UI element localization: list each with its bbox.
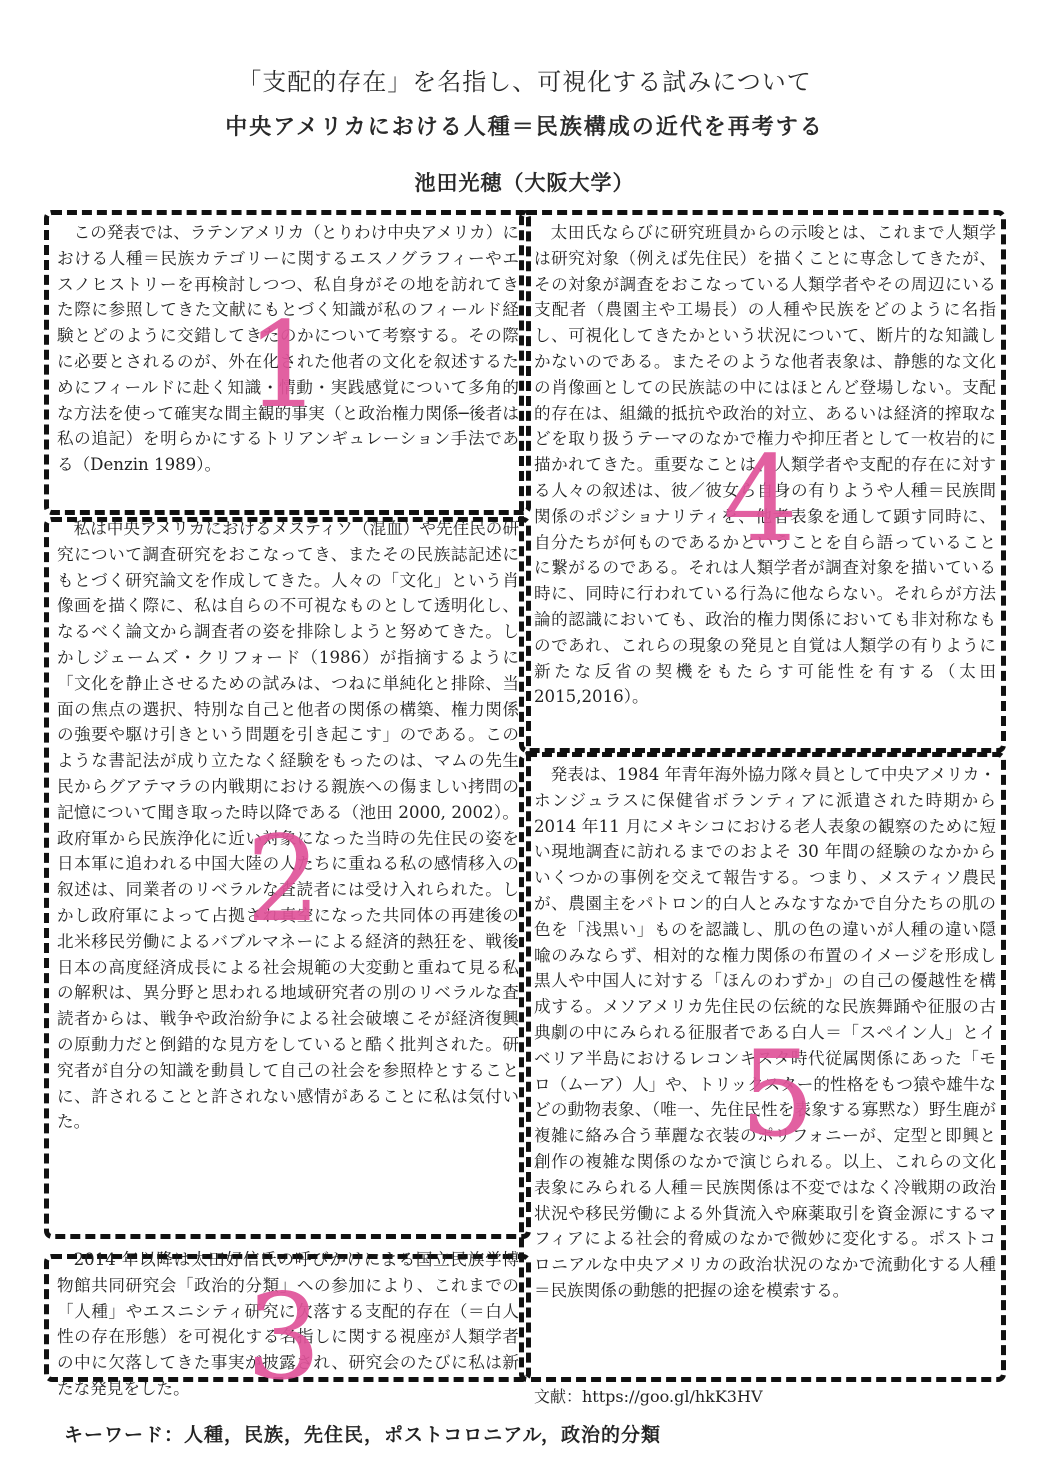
section-5-text: 発表は、1984 年青年海外協力隊々員として中央アメリカ・ホンジュラスに保健省ボランティアに派遣された時期から2014 年11 月にメキシコにおける老人表象の観察のために短い現地調査に訪れるまでのおよそ 30 年間の経験のなかからいくつかの事例を交えて報告する。つまり、メスティソ農民が、農園主をパトロン的白人とみなすなかで自分たちの肌の色を「浅黒い」ものを認識し、肌の色の違いが人種の違い隠喩のみならず、相対的な権力関係の布置のイメージを形成し黒人や中国人に対する「ほんのわずか」の自己の優越性を構成する。メソアメリカ先住民の伝統的な民族舞踊や征服の古典劇の中にみられる征服者である白人＝「スペイン人」とイベリア半島におけるレコンキスタ時代従属関係にあった「モロ（ムーア）人」や、トリックスター的性格をもつ猿や雄牛などの動物表象、（唯一、先住民性を表象する寡黙な）野生鹿が複雑に絡み合う華麗な衣装のポリフォニーが、定型と即興と創作の複雑な関係のなかで演じられる。以上、これらの文化表象にみられる人種＝民族関係は不変ではなく冷戦期の政治状況や移民労働による外貨流入や麻薬取引を資金源にするマフィアによる社会的脅威のなかで微妙に変化する。ポストコロニアルな中央アメリカの政治状況のなかで流動化する人種＝民族関係の動態的把握の途を模索する。	[534, 765, 996, 1300]
section-4-number: 4	[723, 430, 799, 568]
section-3-number: 3	[246, 1268, 322, 1406]
keywords-line: キーワード：人種，民族，先住民，ポストコロニアル，政治的分類	[64, 1424, 661, 1446]
page-subtitle: 中央アメリカにおける人種＝民族構成の近代を再考する	[225, 115, 824, 140]
section-5-number: 5	[740, 1025, 816, 1163]
section-2-text: 私は中央アメリカにおけるメスティソ（混血）や先住民の研究について調査研究をおこなってき、またその民族誌記述にもとづく研究論文を作成してきた。人々の「文化」という肖像画を描く際に、私は自らの不可視なものとして透明化し、なるべく論文から調査者の姿を排除しようと努めてきた。しかしジェームズ・クリフォード（1986）が指摘するように「文化を静止させるための試みは、つねに単純化と排除、当面の焦点の選択、特別な自己と他者の関係の構築、権力関係の強要や駆け引きという問題を引き起こす」のである。このような書記法が成り立たなく経験をもったのは、マムの先生民からグアテマラの内戦期における親族への傷ましい拷問の記憶について聞き取った時以降である（池田 2000, 2002）。政府軍から民族浄化に近い対象になった当時の先住民の姿を日本軍に追われる中国大陸の人たちに重ねる私の感情移入の叙述は、同業者のリベラルな査読者には受け入れられた。しかし政府軍によって占拠され真空になった共同体の再建後の北米移民労働によるバブルマネーによる経済的熱狂を、戦後日本の高度経済成長による社会規範の大変動と重ねて見る私の解釈は、異分野と思われる地域研究者の別のリベラルな査読者からは、戦争や政治紛争による社会破壊こそが経済復興の原動力だと倒錯的な見方をしていると酷く批判された。研究者が自分の知識を動員して自己の社会を参照枠とすることに、許されることと許されない感情があることに私は気付いた。	[57, 519, 519, 1132]
section-1-number: 1	[246, 296, 322, 434]
author-line: 池田光穂（大阪大学）	[414, 171, 635, 195]
section-2-number: 2	[246, 810, 322, 948]
section-1-text: この発表では、ラテンアメリカ（とりわけ中央アメリカ）における人種＝民族カテゴリーに関するエスノグラフィーやエスノヒストリーを再検討しつつ、私自身がその地を訪れてきた際に参照してきた文献にもとづく知識が私のフィールド経験とどのように交錯してきたのかについて考察する。その際に必要とされるのが、外在化された他者の文化を叙述するためにフィールドに赴く知識・情動・実践感覚について多角的な方法を使って確実な間主観的事実（と政治権力関係─後者は私の追記）を明らかにするトリアンギュレーション手法である（Denzin 1989）。	[57, 223, 519, 475]
section-4-text: 太田氏ならびに研究班員からの示唆とは、これまで人類学は研究対象（例えば先住民）を描くことに専念してきたが、その対象が調査をおこなっている人類学者やその周辺にいる支配者（農園主や工場長）の人種や民族をどのように名指し、可視化してきたかという状況について、断片的な知識しかないのである。またそのような他者表象は、静態的な文化の肖像画としての民族誌の中にはほとんど登場しない。支配的存在は、組織的抵抗や政治的対立、あるいは経済的搾取などを取り扱うテーマのなかで権力や抑圧者として一枚岩的に描かれてきた。重要なことは、人類学者や支配的存在に対する人々の叙述は、彼／彼女ら自身の有りようや人種＝民族間関係のポジショナリティを、他者表象を通して顕す同時に、自分たちが何ものであるかということを自ら語っていることに繋がるのである。それは人類学者が調査対象を描いている時に、同時に行われている行為に他ならない。それらが方法論的認識においても、政治的権力関係においても非対称なものであれ、これらの現象の発見と自覚は人類学の有りように新たな反省の契機をもたらす可能性を有する（太田 2015,2016）。	[534, 223, 996, 707]
references-link[interactable]: 文献：https://goo.gl/hkK3HV	[534, 1387, 763, 1406]
page-title: 「支配的存在」を名指し、可視化する試みについて	[237, 68, 812, 96]
section-3-text: 2014 年以降は太田好信氏の呼びかけによる国立民族学博物館共同研究会「政治的分類」への参加により、これまでの「人種」やエスニシティ研究に欠落する支配的存在（＝白人性の存在形態）を可視化する名指しに関する視座が人類学者の中に欠落してきた事実が披露され、研究会のたびに私は新たな発見をした。	[57, 1250, 519, 1398]
